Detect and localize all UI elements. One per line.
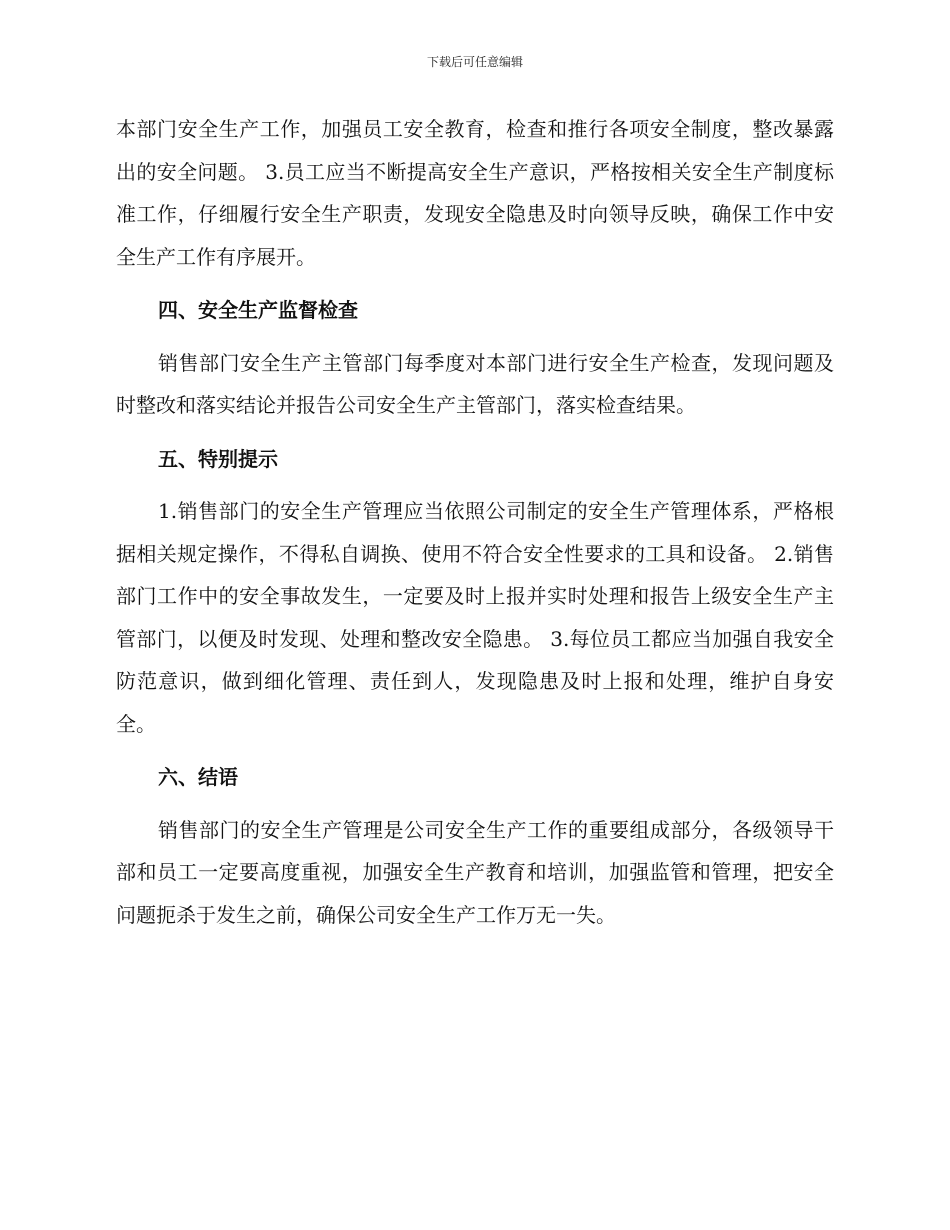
section-5-paragraph: 1.销售部门的安全生产管理应当依照公司制定的安全生产管理体系，严格根据相关规定操作，不得私自调换、使用不符合安全性要求的工具和设备。 2.销售部门工作中的安全事故发生，一定要及时上报并实时处理和报告上级安全生产主管部门，以便及时发现、处理和整改安全隐患。 3.每位员工都应当加强自我安全防范意识，做到细化管理、责任到人，发现隐患及时上报和处理，维护自身安全。 xyxy=(116,499,834,736)
section-4-paragraph: 销售部门安全生产主管部门每季度对本部门进行安全生产检查，发现问题及时整改和落实结论并报告公司安全生产主管部门，落实检查结果。 xyxy=(116,350,834,417)
section-5-heading: 五、特别提示 xyxy=(158,446,278,471)
intro-continuation-paragraph: 本部门安全生产工作，加强员工安全教育，检查和推行各项安全制度，整改暴露出的安全问题。 3.员工应当不断提高安全生产意识，严格按相关安全生产制度标准工作，仔细履行安全生产职责，发现安全隐患及时向领导反映，确保工作中安全生产工作有序展开。 xyxy=(116,117,834,269)
document-body xyxy=(116,108,834,936)
page-header: 下载后可任意编辑 xyxy=(426,55,523,69)
section-6-heading: 六、结语 xyxy=(158,765,238,789)
section-4-heading: 四、安全生产监督检查 xyxy=(158,298,358,322)
section-6-paragraph: 销售部门的安全生产管理是公司安全生产工作的重要组成部分，各级领导干部和员工一定要高度重视，加强安全生产教育和培训，加强监管和管理，把安全问题扼杀于发生之前，确保公司安全生产工作万无一失。 xyxy=(116,817,834,927)
